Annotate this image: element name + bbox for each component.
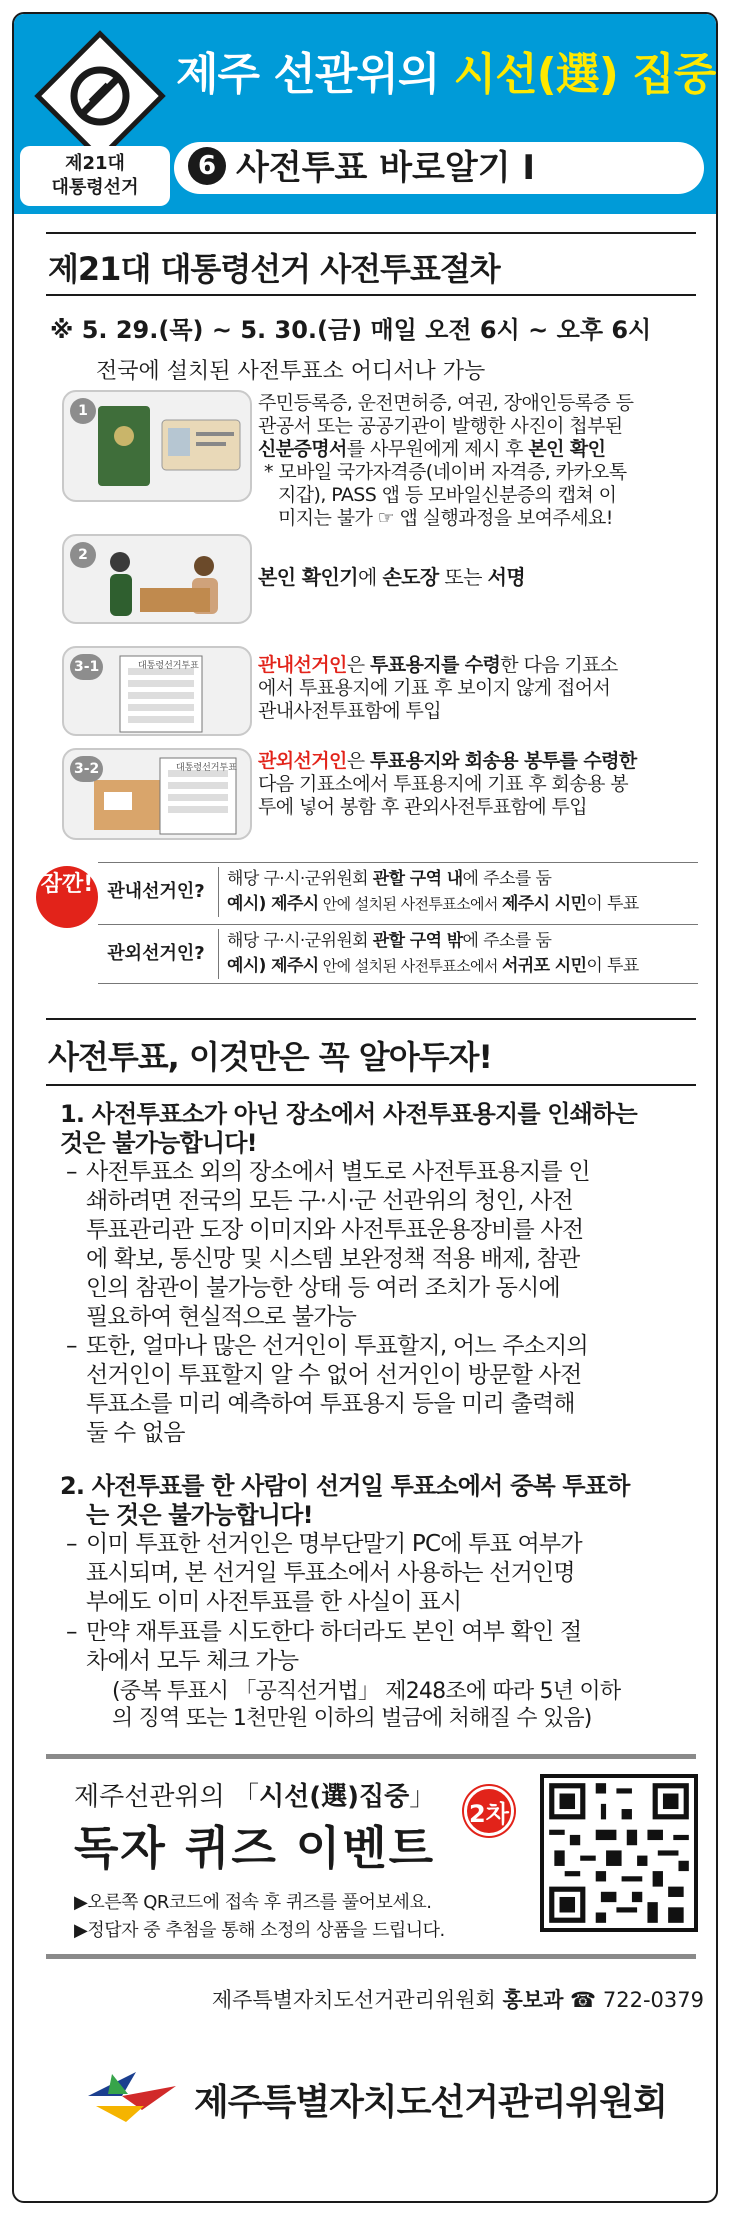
- body-line: 차에서 모두 체크 가능: [86, 1648, 299, 1674]
- info-row-remote: [98, 924, 698, 984]
- info-line: [227, 929, 698, 954]
- ballot-title: 대통령선거투표: [138, 661, 199, 671]
- quiz-title: 독자 퀴즈 이벤트: [74, 1821, 436, 1875]
- dash-bullet: –: [66, 1159, 77, 1185]
- penalty-note: [112, 1678, 702, 1732]
- subtitle-text: 사전투표 바로알기 Ⅰ: [236, 148, 536, 188]
- step-number: 3-1: [70, 654, 103, 680]
- step1-note: * 모바일 국가자격증(네이버 자격증, 카카오톡: [264, 461, 627, 483]
- step3-2-line: [258, 750, 698, 773]
- body-line: 에 확보, 통신망 및 시스템 보완정책 적용 배제, 참관: [86, 1246, 580, 1272]
- series-name: 시선(選)집중: [258, 1782, 410, 1812]
- step3-1-image: [62, 646, 252, 736]
- contact-line: [124, 1984, 704, 2014]
- divider: [46, 294, 696, 296]
- divider: [46, 1754, 696, 1759]
- voting-period: ※ 5. 29.(목) ~ 5. 30.(금) 매일 오전 6시 ~ 오후 6시: [50, 316, 652, 344]
- info-text-part: 해당 구·시·군위원회: [227, 869, 373, 889]
- info-line: [227, 892, 698, 917]
- ballot-title: 대통령선거투표: [176, 763, 237, 773]
- header-banner: [14, 14, 716, 214]
- badge-line-2: 대통령선거: [51, 177, 139, 198]
- item1-point-b: [66, 1332, 706, 1448]
- contact-org: 제주특별자치도선거관리위원회: [211, 1988, 503, 2012]
- dash-bullet: –: [66, 1531, 77, 1557]
- round-badge: 2차: [464, 1786, 514, 1836]
- item2-point-a: [66, 1530, 706, 1617]
- divider: [46, 1954, 696, 1959]
- quiz-lead: [74, 1776, 435, 1813]
- contact-phone: ☎ 722-0379: [563, 1988, 704, 2012]
- example-term: 예시) 제주시: [227, 894, 319, 914]
- local-voter-term: 관내선거인: [258, 654, 347, 676]
- body-line: 부에도 이미 사전투표를 한 사실이 표시: [86, 1589, 462, 1615]
- body-line: 이미 투표한 선거인은 명부단말기 PC에 투표 여부가: [86, 1531, 582, 1557]
- ballot-envelope-term: 투표용지와 회송용 봉투를 수령한: [369, 750, 637, 772]
- item2-point-b: [66, 1618, 706, 1676]
- step-number: 2: [70, 542, 96, 568]
- body-line: 만약 재투표를 시도한다 하더라도 본인 여부 확인 절: [86, 1619, 582, 1645]
- step-number: 3-2: [70, 756, 103, 782]
- body-line: 투표관리관 도장 이미지와 사전투표운용장비를 사전: [86, 1217, 584, 1243]
- dash-bullet: –: [66, 1619, 77, 1645]
- body-line: 둘 수 없음: [86, 1420, 185, 1446]
- signature-term: 서명: [487, 565, 526, 589]
- jurisdiction-term: 관할 구역 밖: [372, 931, 463, 951]
- episode-subtitle: [174, 142, 704, 194]
- divider: [46, 1084, 696, 1086]
- info-text-part: 해당 구·시·군위원회: [227, 931, 373, 951]
- step3-2-line: 다음 기표소에서 투표용지에 기표 후 회송용 봉: [258, 773, 628, 795]
- body-line: 인의 참관이 불가능한 상태 등 여러 조치가 동시에: [86, 1275, 560, 1301]
- step3-2-line: 투에 넣어 봉함 후 관외사전투표함에 투입: [258, 796, 588, 818]
- body-line: 투표소를 미리 예측하여 투표용지 등을 미리 출력해: [86, 1391, 575, 1417]
- voting-location-note: 전국에 설치된 사전투표소 어디서나 가능: [96, 359, 486, 384]
- info-text-part: 안에 설치된 사전투표소에서: [318, 895, 502, 913]
- info-text-part: 이 투표: [586, 956, 639, 976]
- info-text: [218, 929, 698, 979]
- remote-voter-term: 관외선거인: [258, 750, 347, 772]
- section1-title: 제21대 대통령선거 사전투표절차: [48, 250, 500, 288]
- info-text-part: 안에 설치된 사전투표소에서: [318, 957, 502, 975]
- id-document-term: 신분증명서: [258, 438, 347, 460]
- identity-check-term: 본인 확인: [528, 438, 606, 460]
- body-line: 필요하여 현실적으로 불가능: [86, 1304, 357, 1330]
- step2-image: [62, 534, 252, 624]
- election-commission-logo: [82, 2066, 182, 2126]
- step1-text: [258, 392, 698, 530]
- item2-heading-line: 2. 사전투표를 한 사람이 선거일 투표소에서 중복 투표하: [60, 1472, 630, 1500]
- step3-1-text: [258, 654, 698, 723]
- item2-heading-line: 는 것은 불가능합니다!: [86, 1501, 313, 1529]
- organization-name: 제주특별자치도선거관리위원회: [194, 2082, 667, 2123]
- step3-1-line: 관내사전투표함에 투입: [258, 700, 441, 722]
- item1-heading-line: 1. 사전투표소가 아닌 장소에서 사전투표용지를 인쇄하는: [60, 1100, 637, 1128]
- step3-2-text-part: 은: [346, 750, 370, 772]
- body-line: 쇄하려면 전국의 모든 구·시·군 선관위의 청인, 사전: [86, 1188, 573, 1214]
- step3-1-line: [258, 654, 698, 677]
- divider: [46, 1018, 696, 1020]
- title-part-2: 시선(選): [453, 49, 618, 100]
- citizen-term: 서귀포 시민: [501, 956, 587, 976]
- info-line: [227, 954, 698, 979]
- step1-image: [62, 390, 252, 502]
- step3-1-text-part: 은: [346, 654, 370, 676]
- quiz-lead-part: 제주선관위의 「: [74, 1782, 259, 1812]
- attention-callout: 잠깐!: [36, 866, 98, 928]
- info-text-part: 이 투표: [586, 894, 639, 914]
- info-line: [227, 867, 698, 892]
- body-line: 표시되며, 본 선거일 투표소에서 사용하는 선거인명: [86, 1560, 575, 1586]
- section2-title: 사전투표, 이것만은 꼭 알아두자!: [48, 1038, 493, 1076]
- item1-heading: [60, 1100, 700, 1158]
- step1-text-part: 를 사무원에게 제시 후: [346, 438, 529, 460]
- step-number: 1: [70, 398, 96, 424]
- item1-heading-line: 것은 불가능합니다!: [60, 1129, 257, 1157]
- episode-number: 6: [188, 147, 226, 185]
- info-text-part: 에 주소를 둠: [462, 869, 552, 889]
- step1-note: 지갑), PASS 앱 등 모바일신분증의 캡쳐 이: [278, 484, 617, 506]
- note-line: (중복 투표시 「공직선거법」 제248조에 따라 5년 이하: [112, 1679, 621, 1704]
- step1-line: [258, 438, 698, 461]
- step3-1-text-part: 한 다음 기표소: [500, 654, 618, 676]
- dash-bullet: –: [66, 1333, 77, 1359]
- election-badge: [20, 146, 170, 206]
- step2-text: [258, 566, 698, 589]
- body-line: 또한, 얼마나 많은 선거인이 투표할지, 어느 주소지의: [86, 1333, 588, 1359]
- step3-2-image: [62, 748, 252, 840]
- info-label: 관외선거인?: [107, 943, 205, 964]
- citizen-term: 제주시 시민: [501, 894, 587, 914]
- qr-code-icon[interactable]: [540, 1774, 698, 1932]
- ballot-receipt-term: 투표용지를 수령: [369, 654, 501, 676]
- step3-2-text: [258, 750, 698, 819]
- newspaper-ad: [12, 12, 718, 2203]
- contact-dept: 홍보과: [502, 1988, 564, 2012]
- no-vote-sign-icon: [34, 30, 166, 162]
- step3-1-line: 에서 투표용지에 기표 후 보이지 않게 접어서: [258, 677, 611, 699]
- quiz-instruction: ▶오른쪽 QR코드에 접속 후 퀴즈를 풀어보세요.: [74, 1892, 432, 1913]
- step2-text-part: 에: [357, 565, 383, 589]
- note-line: 의 징역 또는 1천만원 이하의 벌금에 처해질 수 있음): [112, 1706, 592, 1731]
- body-line: 사전투표소 외의 장소에서 별도로 사전투표용지를 인: [86, 1159, 590, 1185]
- quiz-instruction: ▶정답자 중 추첨을 통해 소정의 상품을 드립니다.: [74, 1920, 445, 1941]
- badge-line-1: 제21대: [65, 153, 125, 174]
- verification-device-term: 본인 확인기: [258, 565, 358, 589]
- example-term: 예시) 제주시: [227, 956, 319, 976]
- title-part-1: 제주 선관위의: [176, 49, 454, 100]
- info-text: [218, 867, 698, 917]
- fingerprint-term: 손도장: [382, 565, 439, 589]
- info-text-part: 에 주소를 둠: [462, 931, 552, 951]
- step2-text-part: 또는: [438, 565, 488, 589]
- info-row-local: [98, 862, 698, 920]
- step1-line: 주민등록증, 운전면허증, 여권, 장애인등록증 등: [258, 392, 634, 414]
- divider: [46, 232, 696, 234]
- step1-note: 미지는 불가 ☞ 앱 실행과정을 보여주세요!: [278, 507, 613, 529]
- jurisdiction-term: 관할 구역 내: [372, 869, 463, 889]
- quiz-lead-part: 」: [409, 1782, 436, 1812]
- body-line: 선거인이 투표할지 알 수 없어 선거인이 방문할 사전: [86, 1362, 582, 1388]
- step1-line: 관공서 또는 공공기관이 발행한 사진이 첩부된: [258, 415, 623, 437]
- item2-heading: [60, 1472, 700, 1530]
- title-part-3: 집중: [617, 49, 716, 100]
- item1-point-a: [66, 1158, 706, 1332]
- series-title: [176, 38, 716, 106]
- info-label: 관내선거인?: [107, 881, 205, 902]
